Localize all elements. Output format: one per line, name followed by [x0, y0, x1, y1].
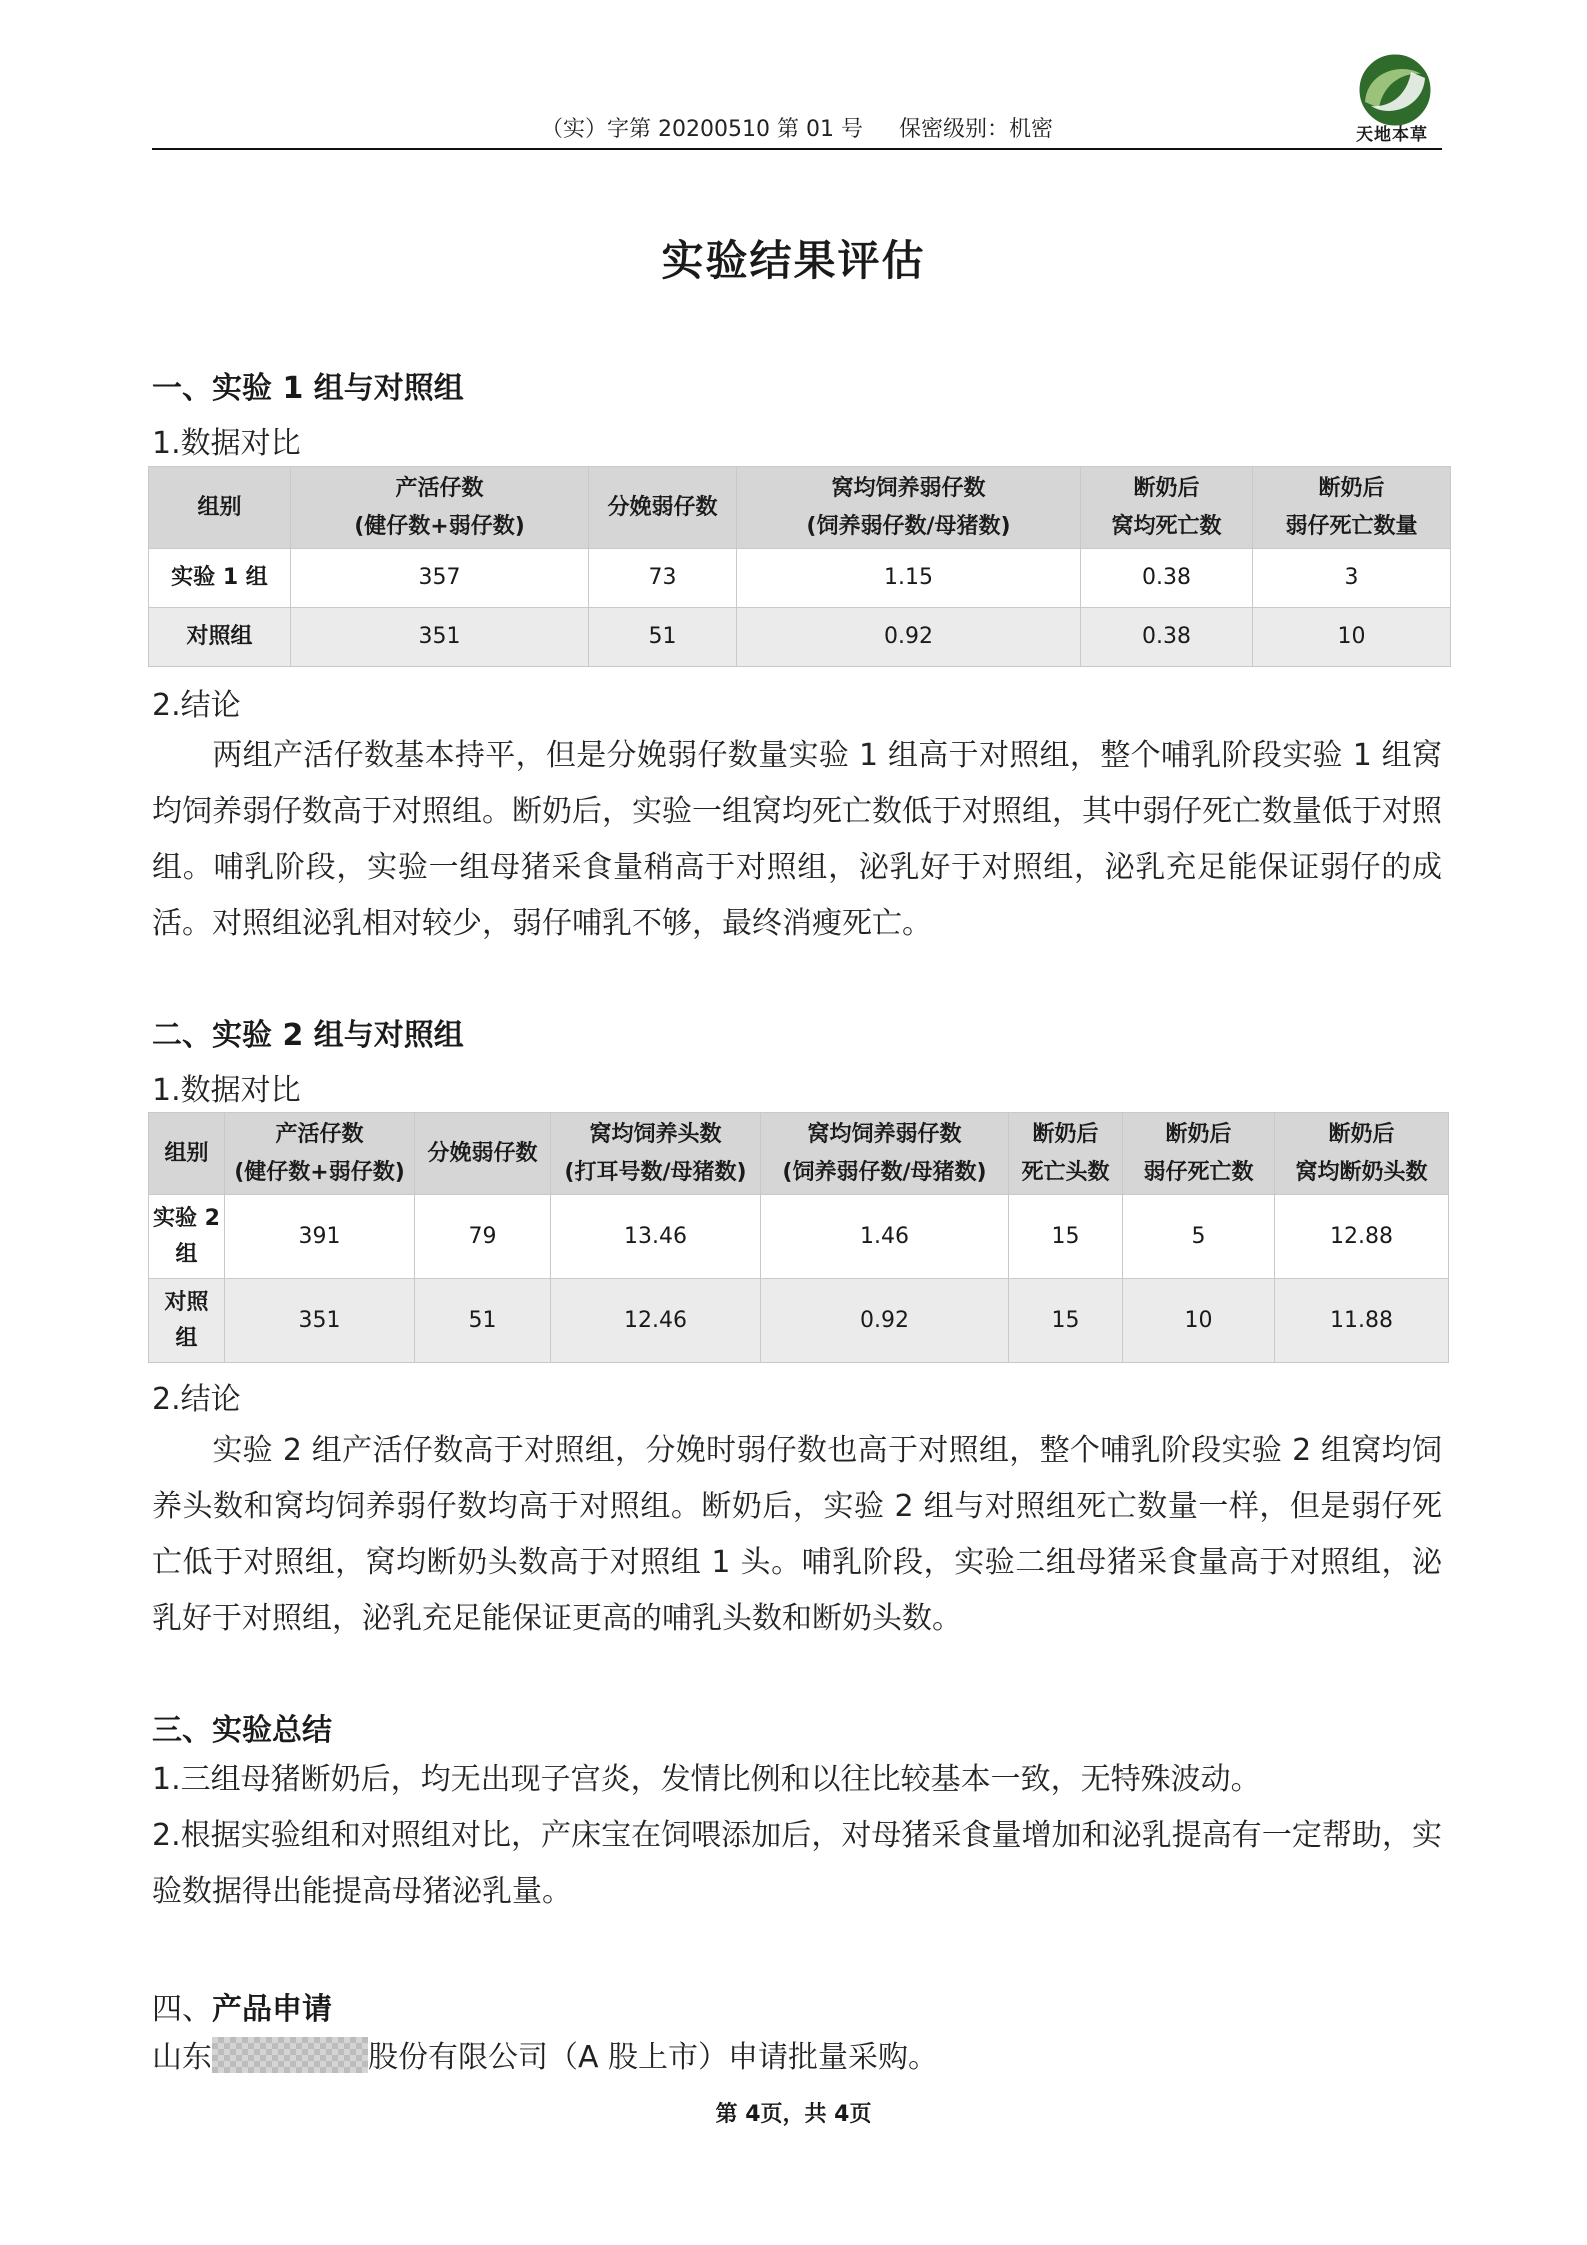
table-cell [761, 1279, 1009, 1363]
table-cell [291, 608, 589, 667]
section2-table [148, 1112, 1449, 1363]
company-logo-text: 天地本草 [1356, 125, 1428, 145]
page-footer: 第 4页，共 4页 [715, 2102, 872, 2127]
section1-conclusion-label: 2.结论 [152, 688, 241, 723]
page-title: 实验结果评估 [661, 236, 926, 285]
security-level: 保密级别：机密 [898, 117, 1053, 142]
section2-heading: 二、实验 2 组与对照组 [152, 1018, 464, 1053]
table-header-cell [761, 1113, 1009, 1195]
table-header-cell [149, 467, 291, 549]
header-rule [152, 148, 1442, 150]
table-cell [225, 1195, 415, 1279]
table-header-cell [1009, 1113, 1123, 1195]
table-cell [225, 1279, 415, 1363]
table-header-text: 组别 [197, 494, 242, 520]
table-header-text: 分娩弱仔数 [607, 494, 718, 520]
table-header-row [149, 467, 1451, 549]
table-header-text: 产活仔数 [395, 475, 484, 501]
table-cell-text: 1.15 [884, 565, 933, 590]
table-header-cell [1253, 467, 1451, 549]
section2-conclusion-text: 实验 2 组产活仔数高于对照组，分娩时弱仔数也高于对照组，整个哺乳阶段实验 2 组窝均饲养头数和窝均饲养弱仔数均高于对照组。断奶后，实验 2 组与对照组死亡数量一样，但是弱仔死亡低于对照组，窝均断奶头数高于对照组 1 头。哺乳阶段，实验二组母猪采食量高于对照组，泌乳好于对照组，泌乳充足能保证更高的哺乳头数和断奶头数。 [152, 1433, 1442, 1636]
table-header-text: 死亡头数 [1021, 1159, 1110, 1185]
table-row [149, 1279, 1449, 1363]
table-cell-text: 79 [468, 1223, 497, 1249]
table-header-cell [415, 1113, 551, 1195]
header-line [152, 112, 1442, 143]
table-cell-text: 对照组 [186, 624, 253, 649]
table-cell-text: 实验 2 [153, 1205, 220, 1231]
row-group-label [149, 1279, 225, 1363]
table-row [149, 608, 1451, 667]
table-cell-text: 12.46 [624, 1307, 687, 1333]
table-cell [1123, 1195, 1275, 1279]
table-header-text: (健仔数+弱仔数) [354, 513, 525, 539]
table-cell-text: 0.38 [1142, 565, 1191, 590]
table-cell [1275, 1279, 1449, 1363]
table-cell [1253, 549, 1451, 608]
table-cell-text: 351 [298, 1307, 341, 1333]
table-cell [1081, 608, 1253, 667]
table-cell-text: 0.92 [884, 624, 933, 649]
table-header-cell [551, 1113, 761, 1195]
document-number: （实）字第 20200510 第 01 号 [541, 117, 863, 142]
table-header-cell [291, 467, 589, 549]
row-group-label [149, 549, 291, 608]
row-group-label [149, 608, 291, 667]
table-cell [1081, 549, 1253, 608]
section1-data-label: 1.数据对比 [152, 426, 301, 461]
table-header-row [149, 1113, 1449, 1195]
table-cell-text: 对照 [164, 1289, 209, 1315]
table-cell-text: 12.88 [1330, 1223, 1393, 1249]
table-header-text: 断奶后 [1165, 1121, 1232, 1147]
section1-heading: 一、实验 1 组与对照组 [152, 371, 464, 406]
table-cell [551, 1195, 761, 1279]
section1-table [148, 466, 1451, 667]
table-cell-text: 351 [418, 624, 461, 649]
table-cell [1123, 1279, 1275, 1363]
table-cell [291, 549, 589, 608]
table-cell-text: 组 [175, 1325, 198, 1351]
table-cell-text: 5 [1191, 1223, 1206, 1249]
table-header-text: (饲养弱仔数/母猪数) [782, 1159, 987, 1185]
table-header-text: 窝均饲养头数 [589, 1121, 722, 1147]
table-header-text: 断奶后 [1032, 1121, 1099, 1147]
table-header-cell [589, 467, 737, 549]
section1-conclusion-text: 两组产活仔数基本持平，但是分娩弱仔数量实验 1 组高于对照组，整个哺乳阶段实验 1 组窝均饲养弱仔数高于对照组。断奶后，实验一组窝均死亡数低于对照组，其中弱仔死亡数量低于对照组。哺乳阶段，实验一组母猪采食量稍高于对照组，泌乳好于对照组，泌乳充足能保证弱仔的成活。对照组泌乳相对较少，弱仔哺乳不够，最终消瘦死亡。 [152, 738, 1442, 941]
redacted-company-name [212, 2037, 368, 2073]
table-cell-text: 10 [1337, 624, 1366, 649]
table-cell-text: 15 [1051, 1223, 1080, 1249]
request-suffix: 股份有限公司（A 股上市）申请批量采购。 [368, 2040, 939, 2075]
table-header-text: 组别 [164, 1140, 209, 1166]
table-header-cell [149, 1113, 225, 1195]
purchase-request [152, 2030, 1442, 2086]
table-cell-text: 13.46 [624, 1223, 687, 1249]
section3-item-1: 1.三组母猪断奶后，均无出现子宫炎，发情比例和以往比较基本一致，无特殊波动。 [152, 1762, 1261, 1797]
table-header-text: 产活仔数 [275, 1121, 364, 1147]
table-cell [761, 1195, 1009, 1279]
table-cell-text: 0.38 [1142, 624, 1191, 649]
table-header-cell [1081, 467, 1253, 549]
table-cell [1253, 608, 1451, 667]
table-header-text: 窝均死亡数 [1111, 513, 1222, 539]
table-cell-text: 组 [175, 1241, 198, 1267]
table-header-text: 窝均断奶头数 [1295, 1159, 1428, 1185]
table-header-cell [1275, 1113, 1449, 1195]
request-prefix: 山东 [152, 2040, 212, 2075]
table-header-text: 弱仔死亡数量 [1285, 513, 1418, 539]
table-cell [737, 608, 1081, 667]
table-cell [1009, 1195, 1123, 1279]
table-cell-text: 391 [298, 1223, 341, 1249]
table-header-cell [225, 1113, 415, 1195]
table-cell-text: 1.46 [860, 1223, 909, 1249]
section2-conclusion-label: 2.结论 [152, 1382, 241, 1417]
table-cell [737, 549, 1081, 608]
table-cell-text: 0.92 [860, 1307, 909, 1333]
table-header-text: 分娩弱仔数 [427, 1140, 538, 1166]
table-cell-text: 3 [1344, 565, 1359, 590]
table-row [149, 1195, 1449, 1279]
section4-heading [152, 1984, 332, 2028]
table-cell-text: 实验 1 组 [171, 565, 268, 590]
table-cell-text: 51 [648, 624, 677, 649]
table-header-text: (打耳号数/母猪数) [564, 1159, 747, 1185]
section1-conclusion [152, 728, 1442, 952]
table-cell-text: 73 [648, 565, 677, 590]
section2-conclusion [152, 1423, 1442, 1647]
table-cell [589, 608, 737, 667]
table-cell-text: 51 [468, 1307, 497, 1333]
table-cell [415, 1195, 551, 1279]
section3-item-2: 2.根据实验组和对照组对比，产床宝在饲喂添加后，对母猪采食量增加和泌乳提高有一定帮助，实验数据得出能提高母猪泌乳量。 [152, 1818, 1442, 1909]
table-header-text: 窝均饲养弱仔数 [831, 475, 986, 501]
table-header-text: 断奶后 [1328, 1121, 1395, 1147]
table-row [149, 549, 1451, 608]
table-cell [1009, 1279, 1123, 1363]
table-cell [1275, 1195, 1449, 1279]
row-group-label [149, 1195, 225, 1279]
table-cell-text: 357 [418, 565, 461, 590]
table-header-text: (健仔数+弱仔数) [234, 1159, 405, 1185]
table-cell [415, 1279, 551, 1363]
section4-heading-text: 产品申请 [212, 1992, 332, 2027]
table-cell [551, 1279, 761, 1363]
table-header-text: (饲养弱仔数/母猪数) [806, 513, 1011, 539]
table-header-cell [1123, 1113, 1275, 1195]
table-cell-text: 15 [1051, 1307, 1080, 1333]
table-cell-text: 10 [1184, 1307, 1213, 1333]
table-header-text: 断奶后 [1318, 475, 1385, 501]
table-cell-text: 11.88 [1330, 1307, 1393, 1333]
section4-heading-number: 四、 [152, 1992, 212, 2027]
table-header-text: 弱仔死亡数 [1143, 1159, 1254, 1185]
table-header-text: 断奶后 [1133, 475, 1200, 501]
table-header-cell [737, 467, 1081, 549]
table-cell [589, 549, 737, 608]
section3-heading: 三、实验总结 [152, 1713, 332, 1748]
section2-data-label: 1.数据对比 [152, 1073, 301, 1108]
table-header-text: 窝均饲养弱仔数 [807, 1121, 962, 1147]
